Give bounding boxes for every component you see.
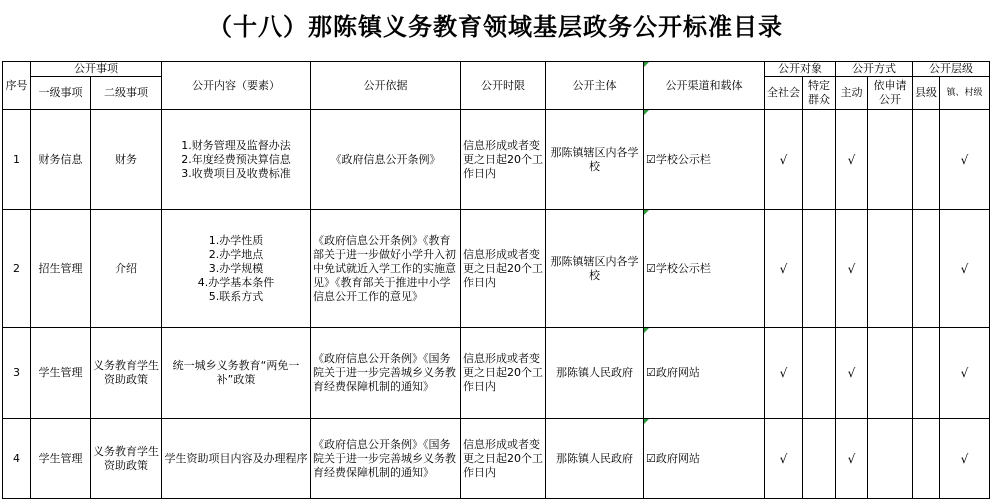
catalog-table [2,61,990,499]
header-method-apply: 依申请公开 [868,77,913,110]
comment-marker-icon [644,328,649,333]
row-level-town: √ [940,110,990,210]
row-method-active: √ [836,328,868,419]
row-target-all: √ [765,419,803,499]
row-level-county [913,110,940,210]
row-time: 信息形成或者变更之日起20个工作日内 [461,210,546,328]
row-target-all: √ [765,210,803,328]
row-method-apply [868,210,913,328]
row-channel: ☑政府网站 [644,419,765,499]
row-basis: 《政府信息公开条例》《教育部关于进一步做好小学升入初中免试就近入学工作的实施意见》《教育部关于推进中小学信息公开工作的意见》 [311,210,461,328]
header-target-group: 公开对象 [765,62,836,77]
row-subject: 那陈镇辖区内各学校 [546,210,644,328]
header-target-specific: 特定群众 [803,77,836,110]
row-level2: 义务教育学生资助政策 [91,419,162,499]
row-level2: 义务教育学生资助政策 [91,328,162,419]
row-seq: 3 [3,328,31,419]
comment-marker-icon [644,419,649,424]
row-method-apply [868,110,913,210]
table-row [3,110,990,210]
row-content [162,328,311,419]
comment-marker-icon [644,110,649,115]
row-content [162,110,311,210]
row-channel: ☑学校公示栏 [644,110,765,210]
header-subject: 公开主体 [546,62,644,110]
row-level-town: √ [940,328,990,419]
row-level-county [913,328,940,419]
row-target-specific [803,210,836,328]
header-method-active: 主动 [836,77,868,110]
content-item: 学生资助项目内容及办理程序 [164,451,308,465]
row-target-specific [803,110,836,210]
content-item: 3.办学规模 [208,261,264,275]
row-basis: 《政府信息公开条例》《国务院关于进一步完善城乡义务教育经费保障机制的通知》 [311,419,461,499]
content-item: 3.收费项目及收费标准 [181,166,291,180]
row-level-county [913,419,940,499]
row-time: 信息形成或者变更之日起20个工作日内 [461,419,546,499]
row-content [162,210,311,328]
comment-marker-icon [644,210,649,215]
row-method-apply [868,328,913,419]
header-level1: 一级事项 [31,77,91,110]
row-channel: ☑政府网站 [644,328,765,419]
content-item: 统一城乡义务教育“两免一补”政策 [172,359,300,386]
table-row [3,419,990,499]
comment-marker-icon [644,62,649,67]
row-target-all: √ [765,110,803,210]
header-method-group: 公开方式 [836,62,913,77]
header-level2: 二级事项 [91,77,162,110]
table-row [3,210,990,328]
content-item: 2.年度经费预决算信息 [181,152,291,166]
row-target-specific [803,419,836,499]
header-basis: 公开依据 [311,62,461,110]
header-content: 公开内容（要素） [162,62,311,110]
row-seq: 2 [3,210,31,328]
row-level1: 财务信息 [31,110,91,210]
row-method-active: √ [836,419,868,499]
row-level-county [913,210,940,328]
page-title: （十八）那陈镇义务教育领域基层政务公开标准目录 [208,12,783,41]
row-target-all: √ [765,328,803,419]
row-time: 信息形成或者变更之日起20个工作日内 [461,328,546,419]
row-level-town: √ [940,419,990,499]
row-method-apply [868,419,913,499]
header-channel: 公开渠道和载体 [644,62,765,110]
header-items-group: 公开事项 [31,62,162,77]
header-row-1 [3,62,990,77]
row-level1: 招生管理 [31,210,91,328]
row-level1: 学生管理 [31,419,91,499]
content-item: 1.办学性质 [208,233,264,247]
row-channel: ☑学校公示栏 [644,210,765,328]
content-item: 2.办学地点 [208,247,264,261]
content-item: 5.联系方式 [208,289,264,303]
row-level-town: √ [940,210,990,328]
row-target-specific [803,328,836,419]
header-time: 公开时限 [461,62,546,110]
row-time: 信息形成或者变更之日起20个工作日内 [461,110,546,210]
row-method-active: √ [836,210,868,328]
row-method-active: √ [836,110,868,210]
header-level-county: 县级 [913,77,940,110]
row-subject: 那陈镇人民政府 [546,328,644,419]
row-subject: 那陈镇辖区内各学校 [546,110,644,210]
row-level2: 介绍 [91,210,162,328]
row-level2: 财务 [91,110,162,210]
header-seq: 序号 [3,62,31,110]
table-row [3,328,990,419]
content-item: 4.办学基本条件 [197,275,275,289]
row-subject: 那陈镇人民政府 [546,419,644,499]
row-content [162,419,311,499]
row-level1: 学生管理 [31,328,91,419]
row-seq: 1 [3,110,31,210]
header-level-group: 公开层级 [913,62,990,77]
content-item: 1.财务管理及监督办法 [181,138,291,152]
row-basis: 《政府信息公开条例》 [311,110,461,210]
header-target-all: 全社会 [765,77,803,110]
header-level-town: 镇、村级 [940,77,990,110]
row-seq: 4 [3,419,31,499]
row-basis: 《政府信息公开条例》《国务院关于进一步完善城乡义务教育经费保障机制的通知》 [311,328,461,419]
